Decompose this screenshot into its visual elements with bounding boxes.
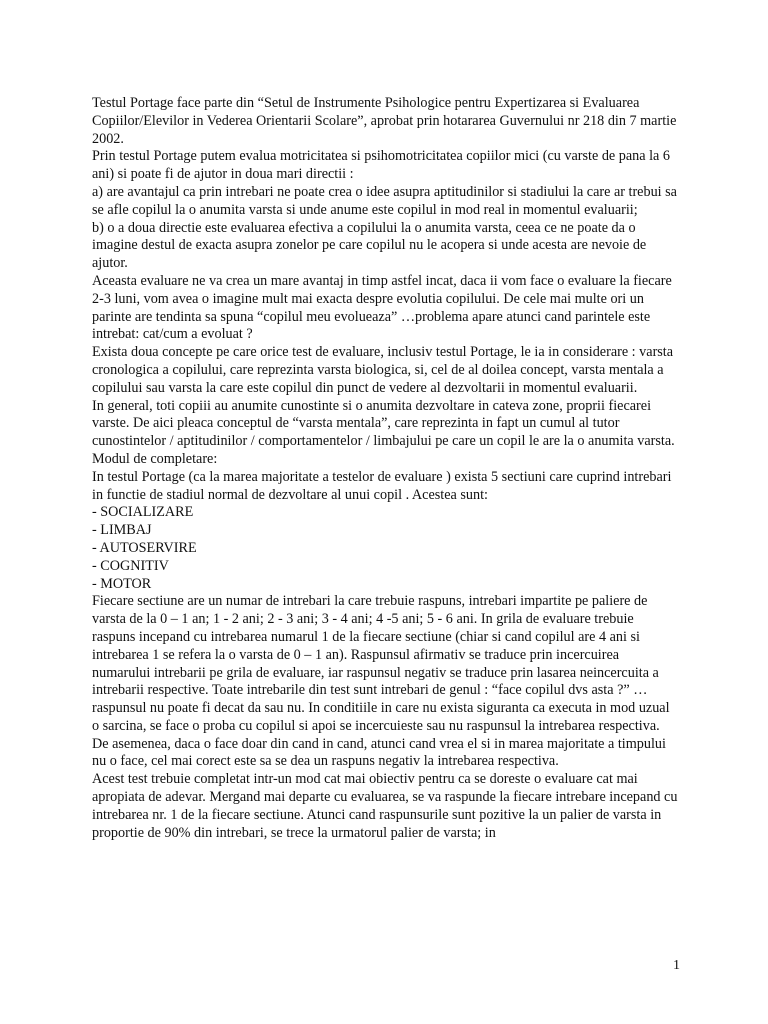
- list-item-socializare: - SOCIALIZARE: [92, 504, 194, 521]
- paragraph-concepts: Exista doua concepte pe care orice test de evaluare, inclusiv testul Portage, le ia in considerare : varsta cronologica a copilului, care reprezinta varsta biologica, si, cel de al doilea concept, varsta mentala a copilului sau varsta la care este copilul din punct de vedere al dezvoltarii in momentul evaluarii.: [92, 344, 674, 396]
- paragraph-purpose: Prin testul Portage putem evalua motricitatea si psihomotricitatea copiilor mici (cu varste de pana la 6 ani) si poate fi de ajutor in doua mari directii :: [92, 148, 670, 183]
- paragraph-mental-age: In general, toti copiii au anumite cunostinte si o anumita dezvoltare in cateva zone, proprii fiecarei varste. De aici pleaca conceptul de “varsta mentala”, care reprezinta in fapt un cumul al tutor cunostintelor / aptitudinilor / comportamentelor / limbajului pe care un copil le are la o anumita varsta.: [92, 397, 675, 450]
- paragraph-intro: Testul Portage face parte din “Setul de Instrumente Psihologice pentru Expertizarea si Evaluarea Copiilor/Elevilor in Vederea Orientarii Scolare”, aprobat prin hotararea Guvernului nr 218 din 7 martie 2002.: [92, 95, 677, 147]
- paragraph-objectivity: Acest test trebuie completat intr-un mod cat mai obiectiv pentru ca se doreste o evaluare cat mai apropiata de adevar. Mergand mai departe cu evaluarea, se va raspunde la fiecare intrebare incepand cu intrebarea nr. 1 de la fiecare sectiune. Atunci cand raspunsurile sunt pozitive la un palier de varsta in proportie de 90% din intrebari, se trece la urmatorul palier de varsta; in: [92, 771, 678, 841]
- document-body: [92, 95, 678, 842]
- paragraph-advantage: Aceasta evaluare ne va crea un mare avantaj in timp astfel incat, daca ii vom face o evaluare la fiecare 2-3 luni, vom avea o imagine mult mai exacta despre evolutia copilului. De cele mai multe ori un parinte are tendinta sa spuna “copilul meu evolueaza” …problema apare atunci cand parintele este intrebat: cat/cum a evoluat ?: [92, 272, 672, 343]
- paragraph-direction-b: b) o a doua directie este evaluarea efectiva a copilului la o anumita varsta, ceea ce ne poate da o imagine destul de exacta asupra zonelor pe care copilul nu le acopera si unde acesta are nevoie de ajutor.: [92, 219, 647, 272]
- paragraph-section-questions: Fiecare sectiune are un numar de intrebari la care trebuie raspuns, intrebari impartite pe paliere de varsta de la 0 – 1 an; 1 - 2 ani; 2 - 3 ani; 3 - 4 ani; 4 -5 ani; 5 - 6 ani. In grila de evaluare trebuie raspuns incepand cu intrebarea numarul 1 de la fiecare sectiune (chiar si cand copilul are 4 ani si intrebarea 1 se refera la o varsta de 0 – 1 an). Raspunsul afirmativ se traduce prin incercuirea numarului intrebarii pe grila de evaluare, iar raspunsul negativ se traduce prin lasarea neincercuita a intrebarii respective. Toate intrebarile din test sunt intrebari de genul : “face copilul dvs asta ?” …raspunsul nu poate fi decat da sau nu. In conditiile in care nu exista siguranta ca executa in mod uzual o sarcina, se face o proba cu copilul si apoi se incercuieste sau nu raspunsul la intrebarea respectiva. De asemenea, daca o face doar din cand in cand, atunci cand vrea el si in marea majoritate a timpului nu o face, cel mai corect este sa se dea un raspuns negativ la intrebarea respectiva.: [92, 593, 670, 770]
- list-item-cognitiv: - COGNITIV: [92, 557, 169, 574]
- paragraph-sections: In testul Portage (ca la marea majoritate a testelor de evaluare ) exista 5 sectiuni care cuprind intrebari in functie de stadiul normal de dezvoltare al unui copil . Acestea sunt:: [92, 468, 672, 503]
- page-number: 1: [673, 958, 680, 973]
- paragraph-direction-a: a) are avantajul ca prin intrebari ne poate crea o idee asupra aptitudinilor si stadiului la care ar trebui sa se afle copilul la o anumita varsta si unde anume este copilul in mod real in momentul evaluarii;: [92, 183, 677, 218]
- list-item-limbaj: - LIMBAJ: [92, 522, 152, 539]
- heading-completion-mode: Modul de completare:: [92, 450, 218, 467]
- list-item-autoservire: - AUTOSERVIRE: [92, 539, 197, 556]
- list-item-motor: - MOTOR: [92, 575, 152, 592]
